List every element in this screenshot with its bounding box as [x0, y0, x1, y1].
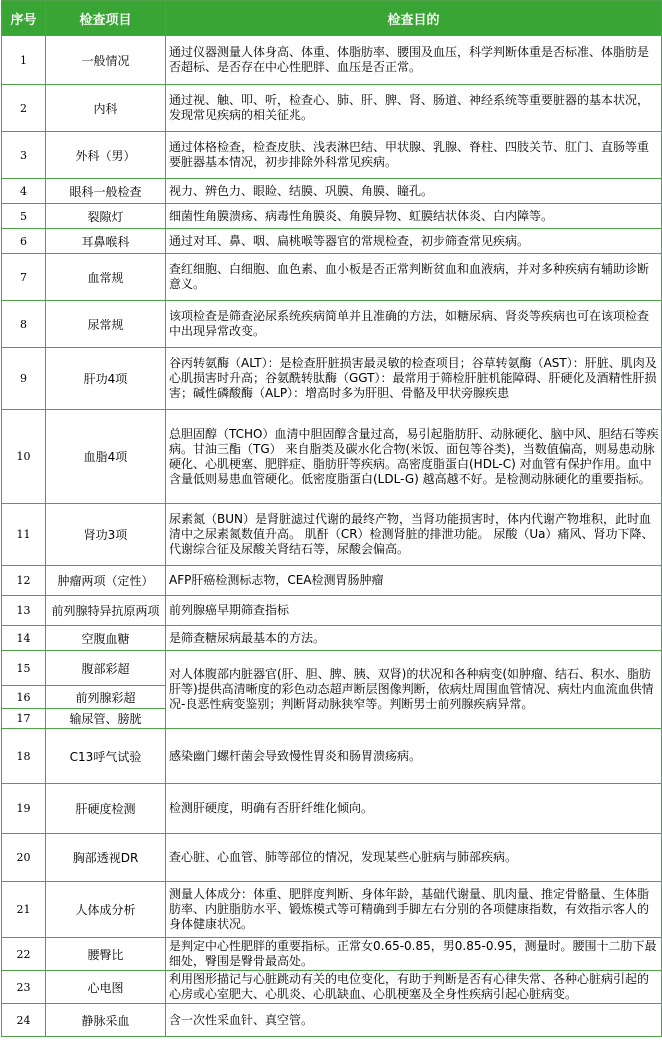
table-row — [2, 566, 662, 596]
row-item: 血常规 — [46, 254, 166, 301]
row-purpose: 总胆固醇（TCHO）血清中胆固醇含量过高，易引起脂肪肝、动脉硬化、脑中风、胆结石等疾病。甘油三酯（TG） 来自脂类及碳水化合物(米饭、面包等谷类)，当数值偏高，则易患动脉硬化、心肌梗塞、肥胖症、脂肪肝等疾病。高密度脂蛋白(HDL-C) 对血管有保护作用。血中含量低则易患血管硬化。低密度脂蛋白(LDL-G) 越高越不好。是检测动脉硬化的重要指标。 — [166, 410, 662, 504]
row-item: 前列腺特异抗原两项 — [46, 596, 166, 626]
table-row — [2, 938, 662, 971]
table-row — [2, 229, 662, 254]
row-num: 19 — [2, 784, 46, 834]
table-row — [2, 348, 662, 410]
row-num: 24 — [2, 1004, 46, 1037]
table-row — [2, 301, 662, 348]
row-item: 肾功3项 — [46, 504, 166, 566]
row-num: 22 — [2, 938, 46, 971]
row-purpose: 利用图形描记与心脏跳动有关的电位变化，有助于判断是否有心律失常、各种心脏病引起的心房或心室肥大、心肌炎、心肌缺血、心肌梗塞及全身性疾病引起心脏病变。 — [166, 971, 662, 1004]
row-num: 20 — [2, 834, 46, 882]
row-purpose: 含一次性采血针、真空管。 — [166, 1004, 662, 1037]
row-item: 静脉采血 — [46, 1004, 166, 1037]
row-item: 空腹血糖 — [46, 626, 166, 651]
row-item: 肝硬度检测 — [46, 784, 166, 834]
header-purpose: 检查目的 — [166, 1, 662, 36]
row-num: 1 — [2, 36, 46, 85]
row-num: 6 — [2, 229, 46, 254]
table-row — [2, 651, 662, 686]
table-row — [2, 179, 662, 204]
row-num: 17 — [2, 709, 46, 729]
row-num: 16 — [2, 686, 46, 709]
row-num: 23 — [2, 971, 46, 1004]
row-purpose: 前列腺癌早期筛查指标 — [166, 596, 662, 626]
row-purpose: 通过对耳、鼻、咽、扁桃喉等器官的常规检查，初步筛查常见疾病。 — [166, 229, 662, 254]
row-num: 10 — [2, 410, 46, 504]
row-item: 内科 — [46, 85, 166, 132]
row-purpose: 查红细胞、白细胞、血色素、血小板是否正常判断贫血和血液病，并对多种疾病有辅助诊断意义。 — [166, 254, 662, 301]
row-purpose: 谷丙转氨酶（ALT）：是检查肝脏损害最灵敏的检查项目；谷草转氨酶（AST）：肝脏、肌肉及心肌损害时升高；谷氨酰转肽酶（GGT）：最常用于筛检肝脏机能障碍、肝硬化及酒精性肝损害；碱性磷酸酶（ALP）：增高时多为肝胆、骨骼及甲状旁腺疾患 — [166, 348, 662, 410]
row-item: 外科（男） — [46, 132, 166, 179]
checkup-table — [1, 0, 662, 1037]
row-num: 3 — [2, 132, 46, 179]
row-item: 肝功4项 — [46, 348, 166, 410]
row-purpose: 通过体格检查，检查皮肤、浅表淋巴结、甲状腺、乳腺、脊柱、四肢关节、肛门、直肠等重要脏器基本情况，初步排除外科常见疾病。 — [166, 132, 662, 179]
row-num: 7 — [2, 254, 46, 301]
row-num: 12 — [2, 566, 46, 596]
table-header-row — [2, 1, 662, 36]
row-num: 18 — [2, 729, 46, 784]
row-purpose: 查心脏、心血管、肺等部位的情况，发现某些心脏病与肺部疾病。 — [166, 834, 662, 882]
table-row — [2, 834, 662, 882]
row-num: 5 — [2, 204, 46, 229]
table-row — [2, 596, 662, 626]
row-purpose: 该项检查是筛查泌尿系统疾病简单并且准确的方法，如糖尿病、肾炎等疾病也可在该项检查中出现异常改变。 — [166, 301, 662, 348]
row-item: 腹部彩超 — [46, 651, 166, 686]
row-num: 11 — [2, 504, 46, 566]
row-num: 14 — [2, 626, 46, 651]
row-purpose: 是筛查糖尿病最基本的方法。 — [166, 626, 662, 651]
row-item: 耳鼻喉科 — [46, 229, 166, 254]
row-purpose: 细菌性角膜溃疡、病毒性角膜炎、角膜异物、虹膜结状体炎、白内障等。 — [166, 204, 662, 229]
row-purpose: 尿素氮（BUN）是肾脏滤过代谢的最终产物，当肾功能损害时，体内代谢产物堆积，此时血清中之尿素氮数值升高。 肌酐（CR）检测肾脏的排泄功能。 尿酸（Ua）痛风、肾功下降、代谢综合征及尿酸关肾结石等，尿酸会偏高。 — [166, 504, 662, 566]
table-row — [2, 784, 662, 834]
row-item: 尿常规 — [46, 301, 166, 348]
row-num: 13 — [2, 596, 46, 626]
row-num: 4 — [2, 179, 46, 204]
table-row — [2, 729, 662, 784]
table-row — [2, 971, 662, 1004]
table-row — [2, 204, 662, 229]
table-row — [2, 410, 662, 504]
row-item: 人体成分析 — [46, 882, 166, 938]
row-purpose: 检测肝硬度，明确有否肝纤维化倾向。 — [166, 784, 662, 834]
row-purpose: 视力、辨色力、眼睑、结膜、巩膜、角膜、瞳孔。 — [166, 179, 662, 204]
row-item: 血脂4项 — [46, 410, 166, 504]
table-row — [2, 1004, 662, 1037]
table-row — [2, 254, 662, 301]
table-row — [2, 882, 662, 938]
table-row — [2, 504, 662, 566]
table-row — [2, 85, 662, 132]
row-num: 2 — [2, 85, 46, 132]
row-purpose: 对人体腹部内脏器官(肝、胆、脾、胰、双肾)的状况和各种病变(如肿瘤、结石、积水、脂肪肝等)提供高清晰度的彩色动态超声断层图像判断，依病灶周围血管情况、病灶内血流血供情况-良恶性病变鉴别；判断肾动脉狭窄等。判断男士前列腺疾病异常。 — [166, 651, 662, 729]
row-item: C13呼气试验 — [46, 729, 166, 784]
row-item: 一般情况 — [46, 36, 166, 85]
table-row — [2, 626, 662, 651]
row-purpose: AFP肝癌检测标志物，CEA检测胃肠肿瘤 — [166, 566, 662, 596]
table-row — [2, 36, 662, 85]
row-item: 肿瘤两项（定性） — [46, 566, 166, 596]
row-num: 15 — [2, 651, 46, 686]
row-purpose: 通过仪器测量人体身高、体重、体脂肪率、腰围及血压，科学判断体重是否标准、体脂肪是否超标、是否存在中心性肥胖、血压是否正常。 — [166, 36, 662, 85]
row-item: 眼科一般检查 — [46, 179, 166, 204]
row-item: 心电图 — [46, 971, 166, 1004]
header-item: 检查项目 — [46, 1, 166, 36]
row-purpose: 通过视、触、叩、听，检查心、肺、肝、脾、肾、肠道、神经系统等重要脏器的基本状况，发现常见疾病的相关征兆。 — [166, 85, 662, 132]
row-item: 输尿管、膀胱 — [46, 709, 166, 729]
row-item: 裂隙灯 — [46, 204, 166, 229]
row-purpose: 测量人体成分：体重、肥胖度判断、身体年龄，基础代谢量、肌肉量、推定骨骼量、生体脂肪率、内脏脂肪水平、锻炼模式等可精确到手脚左右分别的各项健康指数，有效指示客人的身体健康状况。 — [166, 882, 662, 938]
row-num: 9 — [2, 348, 46, 410]
row-purpose: 是判定中心性肥胖的重要指标。正常女0.65-0.85，男0.85-0.95，测量时。腰围十二肋下最细处，臀围是臀骨最高处。 — [166, 938, 662, 971]
row-purpose: 感染幽门螺杆菌会导致慢性胃炎和肠胃溃疡病。 — [166, 729, 662, 784]
row-item: 胸部透视DR — [46, 834, 166, 882]
row-item: 前列腺彩超 — [46, 686, 166, 709]
row-num: 21 — [2, 882, 46, 938]
table-row — [2, 132, 662, 179]
row-item: 腰臀比 — [46, 938, 166, 971]
row-num: 8 — [2, 301, 46, 348]
header-num: 序号 — [2, 1, 46, 36]
